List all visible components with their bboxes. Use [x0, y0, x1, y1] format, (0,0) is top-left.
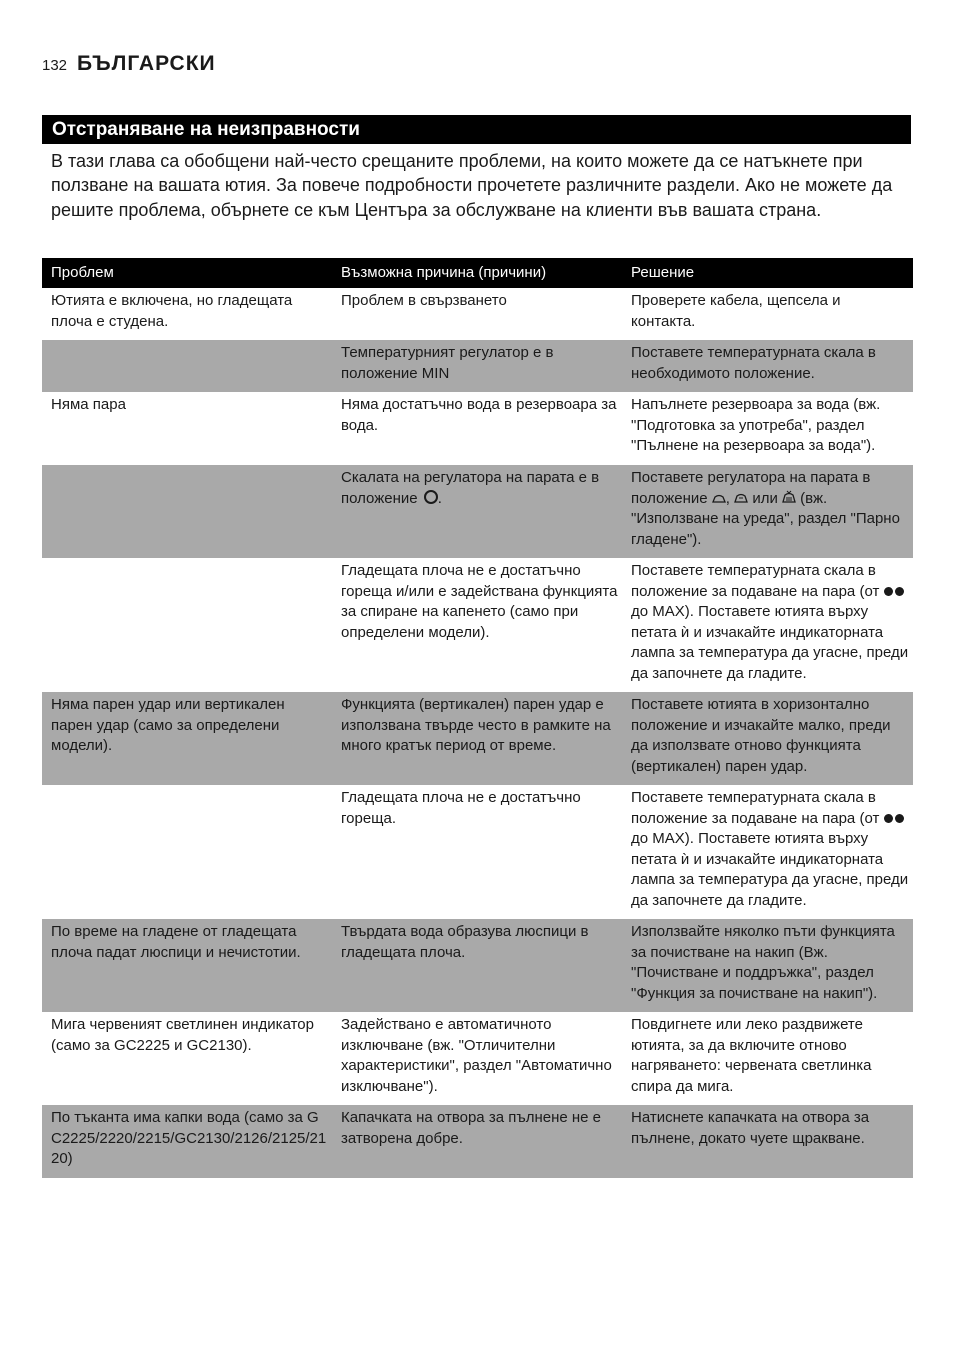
- solution-cell: [622, 465, 913, 558]
- steam-medium-icon: [734, 492, 748, 504]
- problem-cell: [42, 465, 332, 558]
- solution-cell: Поставете температурната скала в необходимото положение.: [622, 340, 913, 392]
- solution-text-end: до MAX). Поставете ютията върху петата ѝ и изчакайте индикаторната лампа за температура да угасне, преди да започнете да гладите.: [631, 830, 909, 909]
- problem-cell: [42, 785, 332, 919]
- solution-cell: Повдигнете или леко раздвижете ютията, за да включите отново нагряването: червената светлинка спира да мига.: [631, 1016, 872, 1095]
- solution-cell: Натиснете капачката на отвора за пълнене, докато чуете щракване.: [622, 1105, 913, 1178]
- table-row: [42, 1105, 913, 1178]
- table-row: [42, 340, 913, 392]
- cause-cell: [332, 465, 622, 558]
- solution-sep: ,: [725, 489, 730, 507]
- solution-text-end: (вж. "Използване на уреда", раздел "Парно гладене").: [631, 489, 900, 548]
- problem-cell: Няма парен удар или вертикален парен удар (само за определени модели).: [42, 692, 332, 785]
- table-row: [42, 1012, 913, 1105]
- problem-cell: Няма пара: [51, 396, 126, 413]
- table-row: [42, 692, 913, 785]
- solution-cell: Проверете кабела, щепсела и контакта.: [631, 292, 841, 330]
- solution-cell: [622, 785, 913, 919]
- solution-cell: Поставете ютията в хоризонтално положение и изчакайте малко, преди да използвате отново функцията (вертикален) парен удар.: [622, 692, 913, 785]
- cause-cell: Няма достатъчно вода в резервоара за вода.: [341, 396, 617, 434]
- solution-text: Поставете температурната скала в положение за подаване на пара (от: [631, 789, 880, 827]
- page-number: 132: [42, 57, 68, 74]
- troubleshooting-table: [42, 258, 913, 1178]
- solution-text: Поставете регулатора на парата в положение: [631, 469, 871, 507]
- solution-text-end: до MAX). Поставете ютията върху петата ѝ и изчакайте индикаторната лампа за температура да угасне, преди да започнете да гладите.: [631, 603, 909, 682]
- solution-cell: Напълнете резервоара за вода (вж. "Подготовка за употреба", раздел "Пълнене на резервоара за вода").: [631, 396, 881, 454]
- cause-cell: Твърдата вода образува люспици в гладещата плоча.: [332, 919, 622, 1012]
- section-title: Отстраняване на неизправности: [42, 115, 911, 144]
- cause-cell: Задействано е автоматичното изключване (вж. "Отличителни характеристики", раздел "Автоматично изключване").: [341, 1016, 612, 1095]
- solution-cell: Използвайте няколко пъти функцията за почистване на накип (Вж. "Почистване и поддръжка", раздел "Функция за почистване на накип").: [622, 919, 913, 1012]
- cause-cell: Гладещата плоча не е достатъчно гореща и/или е задействана функцията за спиране на капенето (само при определени модели).: [341, 562, 618, 641]
- table-row: [42, 465, 913, 558]
- problem-cell: По тъканта има капки вода (само за GC2225/2220/2215/GC2130/2126/2125/2120): [42, 1105, 332, 1178]
- table-header-row: [42, 258, 913, 288]
- steam-max-icon: [782, 490, 796, 504]
- cause-cell: Гладещата плоча не е достатъчно гореща.: [341, 789, 581, 827]
- table-row: [42, 785, 913, 919]
- page-header: [42, 52, 216, 76]
- header-problem: Проблем: [42, 258, 332, 288]
- temp-dots-icon: [884, 583, 906, 600]
- solution-text: Поставете температурната скала в положение за подаване на пара (от: [631, 562, 880, 600]
- table-row: [42, 392, 913, 465]
- header-solution: Решение: [622, 258, 913, 288]
- steam-low-icon: [712, 492, 726, 504]
- intro-paragraph: В тази глава са обобщени най-често срещаните проблеми, на които можете да се натъкнете при ползване на вашата ютия. За повече подробности прочетете различните раздели. Ако не можете да решите проблема, обърнете се към Центъра за обслужване на клиенти във вашата страна.: [51, 151, 893, 220]
- table-row: [42, 288, 913, 340]
- problem-cell: Мига червеният светлинен индикатор (само за GC2225 и GC2130).: [51, 1016, 314, 1054]
- temp-dots-icon: [884, 810, 906, 827]
- problem-cell: Ютията е включена, но гладещата плоча е студена.: [51, 292, 293, 330]
- steam-off-icon: [424, 490, 438, 504]
- cause-cell: Проблем в свързването: [341, 292, 507, 309]
- cause-text-end: .: [437, 489, 442, 507]
- problem-cell: [42, 558, 332, 692]
- solution-or: или: [752, 489, 778, 507]
- language-title: БЪЛГАРСКИ: [77, 52, 216, 75]
- cause-cell: Капачката на отвора за пълнене не е затворена добре.: [332, 1105, 622, 1178]
- cause-cell: Температурният регулатор е в положение MIN: [332, 340, 622, 392]
- problem-cell: [42, 340, 332, 392]
- solution-cell: [622, 558, 913, 692]
- cause-cell: Функцията (вертикален) парен удар е използвана твърде често в рамките на много кратък период от време.: [332, 692, 622, 785]
- header-cause: Възможна причина (причини): [332, 258, 622, 288]
- table-row: [42, 558, 913, 692]
- cause-text: Скалата на регулатора на парата е в положение: [341, 469, 600, 507]
- table-row: [42, 919, 913, 1012]
- problem-cell: По време на гладене от гладещата плоча падат люспици и нечистотии.: [42, 919, 332, 1012]
